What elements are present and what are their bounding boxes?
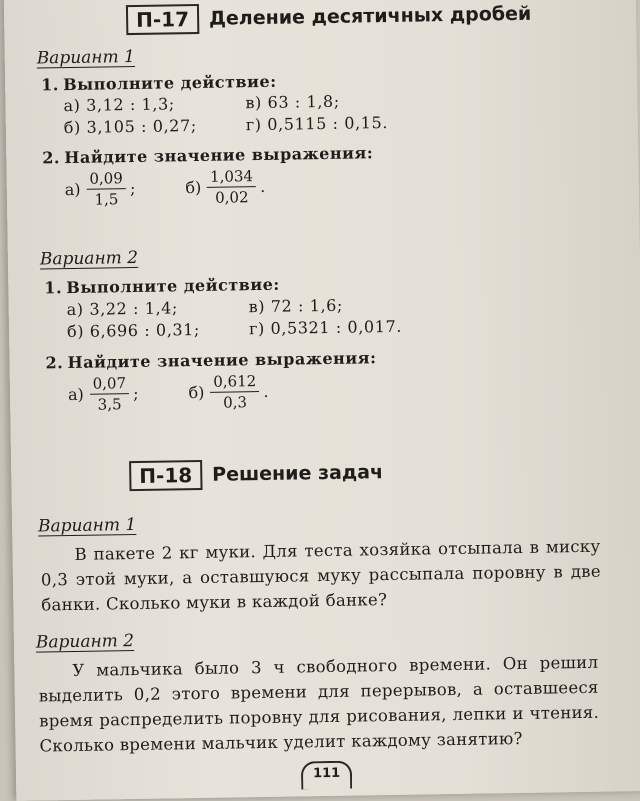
section-number: П-17	[126, 4, 199, 35]
task-title: 1. Выполните действие:	[44, 274, 280, 298]
variant-label: Вариант 2	[35, 631, 135, 653]
task-title: 1. Выполните действие:	[41, 71, 277, 95]
fraction-row: а) $\frac{0,07}{3,5}$ ; б) $\frac{0,612}{0,3}$ .	[67, 372, 269, 414]
fraction: $\frac{1,034}{0,02}$	[207, 167, 257, 207]
variant-label: Вариант 1	[36, 46, 136, 69]
task-title: 2. Найдите значение выражения:	[45, 348, 377, 373]
section-header-p18	[129, 457, 383, 491]
fraction: $\frac{0,07}{3,5}$	[89, 374, 129, 414]
variant-label: Вариант 2	[39, 247, 139, 270]
exercise-row: б) 3,105 : 0,27; г) 0,5115 : 0,15.	[63, 112, 389, 138]
exercise-row: а) 3,12 : 1,3; в) 63 : 1,8;	[63, 91, 340, 116]
fraction: $\frac{0,612}{0,3}$	[210, 372, 260, 412]
problem-text: У мальчика было 3 ч свободного времени. Он решил выделить 0,2 этого времени для перерывов, а оставшееся время распределить поровну для рисования, лепки и чтения. Сколько времени мальчик уделит каждому занятию?	[38, 652, 600, 756]
fraction: $\frac{0,09}{1,5}$	[86, 169, 126, 209]
section-number: П-18	[129, 460, 202, 491]
fraction-row: а) $\frac{0,09}{1,5}$ ; б) $\frac{1,034}{0,02}$ .	[64, 167, 266, 209]
textbook-page	[4, 0, 640, 801]
exercise-row: б) 6,696 : 0,31; г) 0,5321 : 0,017.	[66, 316, 403, 342]
section-title: Решение задач	[212, 461, 384, 486]
variant-label: Вариант 1	[37, 514, 137, 537]
exercise-row: а) 3,22 : 1,4; в) 72 : 1,6;	[66, 295, 344, 320]
task-title: 2. Найдите значение выражения:	[42, 143, 374, 168]
section-header-p17	[126, 0, 532, 35]
problem-text: В пакете 2 кг муки. Для теста хозяйка отсыпала в миску 0,3 этой муки, а оставшуюся муку рассыпала поровну в две банки. Сколько муки в каждой банке?	[40, 536, 602, 615]
page-number: 111	[301, 761, 353, 790]
section-title: Деление десятичных дробей	[208, 2, 532, 30]
